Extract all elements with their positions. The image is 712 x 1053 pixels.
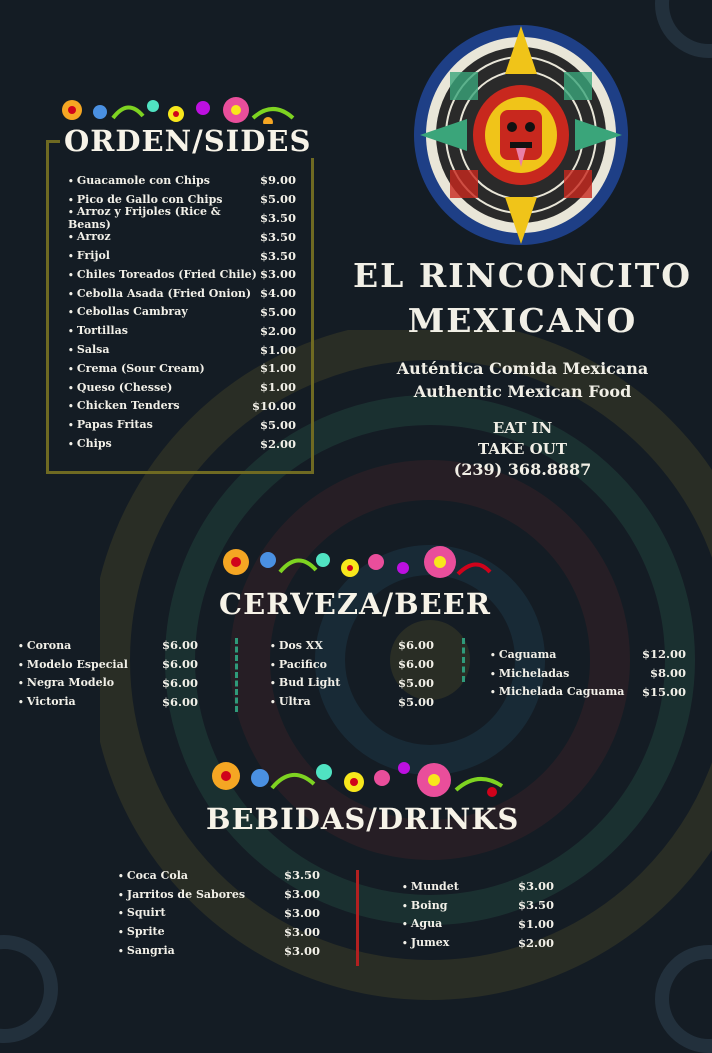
menu-item bbox=[118, 866, 320, 885]
menu-item-name: • Cebolla Asada (Fried Onion) bbox=[68, 287, 251, 300]
menu-item-price: $1.00 bbox=[259, 380, 296, 395]
menu-item-name: • Queso (Chesse) bbox=[68, 381, 172, 394]
menu-item bbox=[490, 645, 686, 664]
menu-item bbox=[68, 205, 296, 231]
menu-item bbox=[490, 664, 686, 683]
menu-item bbox=[18, 692, 198, 711]
restaurant-name-line2: MEXICANO bbox=[407, 301, 638, 340]
menu-item bbox=[18, 636, 198, 655]
menu-item bbox=[68, 246, 296, 265]
menu-item bbox=[270, 692, 434, 711]
menu-item-price: $6.00 bbox=[161, 657, 198, 672]
menu-item-name: • Dos XX bbox=[270, 639, 323, 652]
beer-title: CERVEZA/BEER bbox=[219, 587, 491, 621]
service-eat-in: EAT IN bbox=[492, 419, 553, 437]
beer-divider bbox=[235, 638, 238, 712]
menu-item-price: $3.00 bbox=[517, 879, 554, 894]
menu-item-price: $3.00 bbox=[283, 943, 320, 958]
menu-item-name: • Modelo Especial bbox=[18, 658, 128, 671]
menu-item-name: • Papas Fritas bbox=[68, 418, 153, 431]
menu-item bbox=[68, 359, 296, 378]
menu-item-price: $2.00 bbox=[259, 436, 296, 451]
beer-column-3 bbox=[490, 645, 686, 701]
aztec-sun-logo bbox=[412, 22, 630, 248]
floral-decoration-beer bbox=[218, 538, 493, 590]
menu-item bbox=[402, 877, 554, 896]
menu-item-name: • Caguama bbox=[490, 648, 556, 661]
menu-item-name: • Frijol bbox=[68, 249, 110, 262]
sides-title: ORDEN/SIDES bbox=[60, 124, 315, 158]
phone-number[interactable]: (239) 368.8887 bbox=[453, 460, 592, 479]
menu-item-name: • Chiles Toreados (Fried Chile) bbox=[68, 268, 257, 281]
tagline-english: Authentic Mexican Food bbox=[413, 382, 632, 401]
menu-item-price: $2.00 bbox=[259, 323, 296, 338]
menu-item-price: $9.00 bbox=[259, 173, 296, 188]
menu-item-name: • Micheladas bbox=[490, 667, 569, 680]
menu-item bbox=[118, 922, 320, 941]
menu-item-name: • Coca Cola bbox=[118, 869, 188, 882]
menu-item bbox=[270, 655, 434, 674]
beer-column-2 bbox=[270, 636, 434, 711]
menu-item bbox=[68, 303, 296, 322]
menu-item-name: • Jarritos de Sabores bbox=[118, 888, 245, 901]
menu-item-name: • Chips bbox=[68, 437, 112, 450]
menu-item-name: • Arroz bbox=[68, 230, 111, 243]
drinks-column-1 bbox=[118, 866, 320, 960]
menu-item-name: • Pacifico bbox=[270, 658, 327, 671]
drinks-title: BEBIDAS/DRINKS bbox=[206, 802, 520, 836]
menu-item bbox=[68, 415, 296, 434]
menu-item-price: $5.00 bbox=[259, 304, 296, 319]
menu-item-price: $3.00 bbox=[283, 924, 320, 939]
menu-item-name: • Tortillas bbox=[68, 324, 128, 337]
menu-item bbox=[270, 636, 434, 655]
menu-item bbox=[118, 885, 320, 904]
drinks-divider bbox=[356, 870, 359, 966]
restaurant-name-line1: EL RINCONCITO bbox=[352, 256, 693, 295]
menu-item bbox=[18, 674, 198, 693]
menu-item-price: $3.00 bbox=[259, 267, 296, 282]
menu-item-price: $1.00 bbox=[259, 361, 296, 376]
drinks-column-2 bbox=[402, 877, 554, 952]
menu-item-name: • Jumex bbox=[402, 936, 449, 949]
menu-item bbox=[68, 171, 296, 190]
menu-item-price: $3.50 bbox=[259, 229, 296, 244]
menu-item bbox=[18, 655, 198, 674]
menu-item bbox=[68, 340, 296, 359]
menu-item bbox=[68, 378, 296, 397]
menu-item-price: $3.50 bbox=[517, 898, 554, 913]
menu-item-name: • Bud Light bbox=[270, 676, 340, 689]
beer-divider bbox=[462, 638, 465, 682]
menu-item-name: • Arroz y Frijoles (Rice & Beans) bbox=[68, 205, 260, 231]
menu-item-price: $3.50 bbox=[259, 248, 296, 263]
menu-item-price: $5.00 bbox=[259, 417, 296, 432]
menu-item bbox=[68, 265, 296, 284]
menu-item-price: $8.00 bbox=[649, 666, 686, 681]
menu-item-name: • Michelada Caguama bbox=[490, 685, 624, 698]
menu-item-name: • Crema (Sour Cream) bbox=[68, 362, 205, 375]
menu-item bbox=[490, 683, 686, 702]
menu-item-price: $6.00 bbox=[161, 675, 198, 690]
menu-item-name: • Pico de Gallo con Chips bbox=[68, 193, 222, 206]
menu-item-name: • Agua bbox=[402, 917, 442, 930]
menu-item bbox=[118, 904, 320, 923]
menu-item-price: $6.00 bbox=[161, 694, 198, 709]
menu-item-name: • Salsa bbox=[68, 343, 109, 356]
menu-item-price: $12.00 bbox=[641, 647, 686, 662]
menu-item-price: $1.00 bbox=[517, 916, 554, 931]
menu-item-price: $15.00 bbox=[641, 684, 686, 699]
menu-item-price: $2.00 bbox=[517, 935, 554, 950]
menu-item bbox=[118, 941, 320, 960]
menu-item-name: • Sprite bbox=[118, 925, 165, 938]
menu-item-price: $5.00 bbox=[397, 675, 434, 690]
menu-item-price: $4.00 bbox=[259, 286, 296, 301]
menu-item-name: • Boing bbox=[402, 899, 447, 912]
tagline-spanish: Auténtica Comida Mexicana bbox=[396, 359, 649, 378]
menu-item-price: $3.00 bbox=[283, 905, 320, 920]
corner-ornament bbox=[655, 0, 712, 58]
menu-item-price: $6.00 bbox=[161, 638, 198, 653]
menu-item bbox=[402, 933, 554, 952]
menu-item-price: $3.50 bbox=[259, 210, 296, 225]
menu-item-name: • Squirt bbox=[118, 906, 166, 919]
corner-ornament bbox=[0, 935, 58, 1043]
menu-item-price: $5.00 bbox=[259, 192, 296, 207]
menu-item-name: • Mundet bbox=[402, 880, 459, 893]
menu-item-name: • Guacamole con Chips bbox=[68, 174, 210, 187]
sides-list bbox=[68, 171, 296, 453]
menu-item bbox=[68, 397, 296, 416]
menu-item-price: $6.00 bbox=[397, 638, 434, 653]
menu-item-name: • Sangria bbox=[118, 944, 175, 957]
menu-item-price: $1.00 bbox=[259, 342, 296, 357]
menu-item bbox=[402, 896, 554, 915]
menu-item-price: $5.00 bbox=[397, 694, 434, 709]
menu-item bbox=[68, 321, 296, 340]
menu-item bbox=[402, 915, 554, 934]
menu-item-name: • Victoria bbox=[18, 695, 76, 708]
floral-decoration-drinks bbox=[206, 752, 506, 806]
menu-item-name: • Cebollas Cambray bbox=[68, 305, 188, 318]
menu-item bbox=[270, 674, 434, 693]
menu-item-price: $6.00 bbox=[397, 657, 434, 672]
menu-item bbox=[68, 284, 296, 303]
menu-item-price: $3.00 bbox=[283, 887, 320, 902]
beer-column-1 bbox=[18, 636, 198, 711]
menu-item-name: • Chicken Tenders bbox=[68, 399, 180, 412]
menu-item-price: $10.00 bbox=[251, 398, 296, 413]
menu-item-name: • Ultra bbox=[270, 695, 311, 708]
service-take-out: TAKE OUT bbox=[478, 440, 567, 458]
menu-item-name: • Negra Modelo bbox=[18, 676, 114, 689]
menu-item bbox=[68, 434, 296, 453]
menu-item-name: • Corona bbox=[18, 639, 71, 652]
menu-item-price: $3.50 bbox=[283, 868, 320, 883]
